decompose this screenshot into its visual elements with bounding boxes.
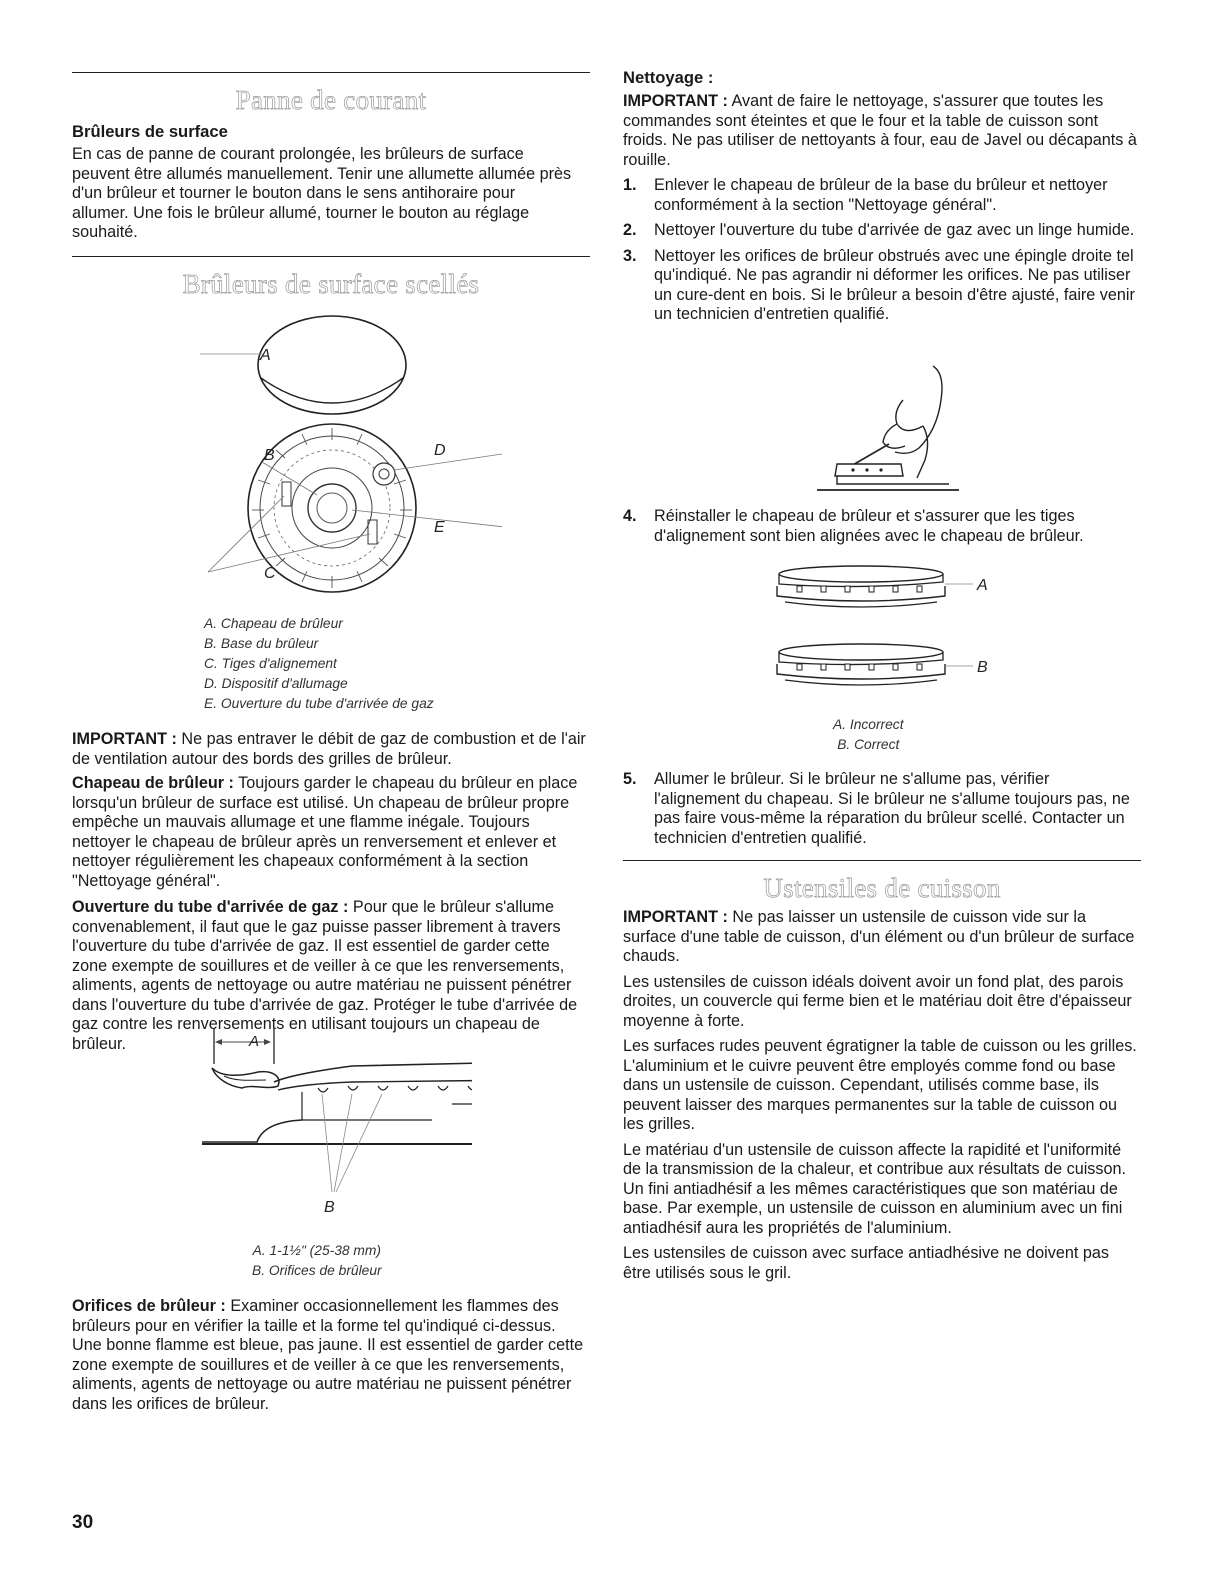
power-failure-body: En cas de panne de courant prolongée, les brûleurs de surface peuvent être allumés manuellement. Tenir une allumette allumée près d'un brûleur et tourner le bouton dans le sens antihoraire pour allumer. Une fois le brûleur allumé, tourner le bouton au réglage souhaité. [72,145,572,241]
pin-cleaning-illustration [813,360,963,500]
cap-incorrect-drawing [777,566,945,607]
cleaning-important-text: Avant de faire le nettoyage, s'assurer que toutes les commandes sont éteintes et que le four et la table de cuisson sont froids. Ne pas utiliser de nettoyants à four, eau de Javel ou décapants à rouille. [623,92,1137,169]
subhead-surface-burners: Brûleurs de surface [72,122,228,141]
gas-tube-text: Pour que le brûleur s'allume convenablement, il faut que le gaz puisse passer librement à travers l'ouverture du tube d'arrivée de gaz. Il est essentiel de garder cette zone exempte de souillures et de veiller à ce que les renversements, aliments, agents de nettoyage ou autre matériau ne puissent pénétrer dans l'ouverture du tube d'arrivée de gaz. Protéger le tube d'arrivée de gaz contre les renversements en utilisant toujours un chapeau de brûleur. [72,898,578,1053]
cookware-paragraph: Les ustensiles de cuisson idéals doivent avoir un fond plat, des parois droites, un couvercle qui ferme bien et le matériau doit être d'épaisseur moyenne à forte. [623,972,1132,1030]
step-number: 5. [623,770,637,788]
subhead-cleaning: Nettoyage : [623,68,714,87]
step-5 [623,770,1138,848]
label-b: B [264,447,275,464]
cap-caption-a: A. Incorrect [833,717,904,732]
step-text: Réinstaller le chapeau de brûleur et s'assurer que les tiges d'alignement sont bien alignées avec le chapeau de brûleur. [654,507,1084,545]
burner-cap-drawing [258,316,406,414]
cap-label-b: B [977,659,988,676]
section-divider [72,256,590,257]
step-text: Enlever le chapeau de brûleur de la base du brûleur et nettoyer conformément à la section "Nettoyage général". [654,176,1108,214]
cookware-important [623,908,1138,967]
step-4 [623,507,1138,546]
cookware-paragraph: Les surfaces rudes peuvent égratigner la table de cuisson ou les grilles. L'aluminium et le cuivre peuvent être employés comme fond ou base dans un ustensile de cuisson. Cependant, utilisés comme base, ils peuvent laisser des marques permanentes sur la table de cuisson ou les grilles. [623,1037,1137,1133]
gas-tube-lead: Ouverture du tube d'arrivée de gaz : [72,898,349,916]
label-d: D [434,442,446,459]
cap-alignment-illustration [773,560,1003,710]
section-title-sealed-burners: Brûleurs de surface scellés [182,269,480,299]
orifices-lead: Orifices de brûleur : [72,1297,226,1315]
cookware-paragraph: Le matériau d'un ustensile de cuisson affecte la rapidité et l'uniformité de la transmission de la chaleur, et contribue aux résultats de cuisson. Un fini antiadhésif a les mêmes caractéristiques que son matériau de base. Par exemple, un ustensile de cuisson en aluminium avec un fini antiadhésif aura les propriétés de l'aluminium. [623,1140,1126,1237]
step-number: 2. [623,221,637,239]
step-number: 1. [623,176,637,194]
burner-orifices-paragraph [72,1297,587,1414]
page-number: 30 [72,1512,94,1533]
cleaning-steps-1-3 [623,170,1138,325]
section-divider [72,72,590,73]
cleaning-important-lead: IMPORTANT : [623,92,728,110]
flame-label-b: B [324,1199,335,1216]
cookware-body [623,908,1138,1283]
step-3 [623,247,1138,325]
section-divider [623,860,1141,861]
flame-label-a: A [249,1033,260,1050]
caption-a: A. Chapeau de brûleur [204,616,343,631]
important-text: Ne pas entraver le débit de gaz de combustion et de l'air de ventilation autour des bords des grilles de brûleur. [72,730,586,768]
step-1 [623,176,1138,215]
caption-e: E. Ouverture du tube d'arrivée de gaz [204,696,434,711]
sealed-burner-diagram [172,310,502,600]
flame-caption-b: B. Orifices de brûleur [252,1263,382,1278]
label-e: E [434,519,445,536]
cap-captions [833,715,904,755]
step-2 [623,221,1138,241]
cap-label-a: A [977,577,988,594]
important-ventilation [72,730,587,769]
step-text: Nettoyer l'ouverture du tube d'arrivée de gaz avec un linge humide. [654,221,1135,239]
caption-c: C. Tiges d'alignement [204,656,337,671]
burner-cap-lead: Chapeau de brûleur : [72,774,234,792]
cap-correct-drawing [777,644,945,685]
caption-b: B. Base du brûleur [204,636,319,651]
cookware-paragraph: Les ustensiles de cuisson avec surface antiadhésive ne doivent pas être utilisés sous le gril. [623,1244,1109,1282]
step-text: Nettoyer les orifices de brûleur obstrués avec une épingle droite tel qu'indiqué. Ne pas agrandir ni déformer les orifices. Ne pas utiliser un cure-dent en bois. Si le brûleur a besoin d'être ajusté, faire venir un technicien d'entretien qualifié. [654,246,1135,323]
flame-caption-a: A. 1-1½" (25-38 mm) [252,1243,381,1258]
step-number: 3. [623,246,637,265]
label-a: A [260,347,271,364]
orifices-text: Examiner occasionnellement les flammes des brûleurs pour en vérifier la taille et la forme tel qu'indiqué ci-dessus. Une bonne flamme est bleue, pas jaune. Il est essentiel de garder cette zone exempte de souillures et de veiller à ce que les renversements, aliments, agents de nettoyage ou autre matériau ne puissent pénétrer dans les orifices de brûleur. [72,1297,584,1413]
cleaning-step-4 [623,501,1138,546]
important-lead: IMPORTANT : [72,730,177,748]
label-c: C [264,565,276,582]
burner-cap-text: Toujours garder le chapeau du brûleur en place lorsqu'un brûleur de surface est utilisé. Un chapeau de brûleur propre empêche un mauvais allumage et une flamme inégale. Toujours nettoyer le chapeau de brûleur après un renversement et enlever et nettoyer régulièrement les chapeaux conformément à la section "Nettoyage général". [72,774,578,890]
cleaning-important [623,92,1138,170]
cookware-important-lead: IMPORTANT : [623,908,728,926]
section-title-cookware: Ustensiles de cuisson [763,873,1001,903]
cookware-important-text: Ne pas laisser un ustensile de cuisson vide sur la surface d'une table de cuisson, d'un élément ou d'un brûleur de surface chauds. [623,908,1135,965]
section-title-power-failure: Panne de courant [235,85,427,115]
caption-d: D. Dispositif d'allumage [204,676,348,691]
cap-caption-b: B. Correct [837,737,900,752]
figure-captions [204,614,434,714]
cleaning-step-5 [623,764,1138,848]
flame-captions [252,1241,382,1281]
step-text: Allumer le brûleur. Si le brûleur ne s'allume pas, vérifier l'alignement du chapeau. Si le brûleur ne s'allume toujours pas, ne pas faire vous-même la réparation du brûleur scellé. Contacter un technicien d'entretien qualifié. [654,770,1130,847]
step-number: 4. [623,507,637,525]
burner-cap-paragraph [72,774,587,891]
flame-diagram [202,1024,472,1229]
